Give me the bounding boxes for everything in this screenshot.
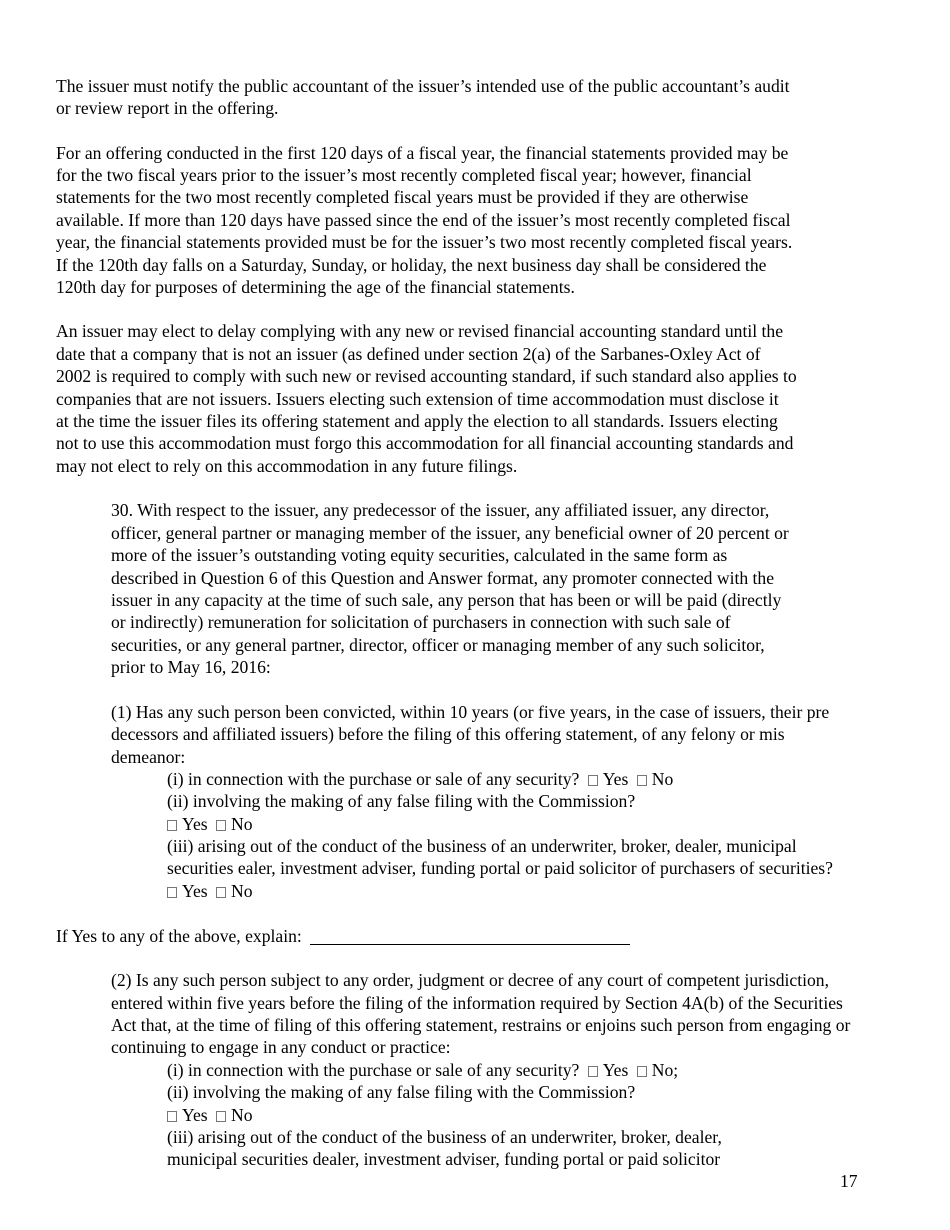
q1-item-i <box>167 768 673 790</box>
text-line: entered within five years before the filing of the information required by Section 4A(b) of the Securities <box>111 993 843 1013</box>
text-line: 2002 is required to comply with such new or revised accounting standard, if such standard also applies to <box>56 366 797 386</box>
no-checkbox[interactable] <box>216 1111 226 1122</box>
text-line: described in Question 6 of this Question and Answer format, any promoter connected with the <box>111 568 775 588</box>
yes-checkbox[interactable] <box>167 1111 177 1122</box>
text-line: not to use this accommodation must forgo this accommodation for all financial accounting standards and <box>56 433 794 453</box>
text-line: available. If more than 120 days have passed since the end of the issuer’s most recently completed fiscal <box>56 210 791 230</box>
text-line: (i) in connection with the purchase or sale of any security? <box>167 1060 580 1080</box>
text-line: securities ealer, investment adviser, funding portal or paid solicitor of purchasers of securities? <box>167 858 833 878</box>
text-line: prior to May 16, 2016: <box>111 657 271 677</box>
no-checkbox[interactable] <box>216 887 226 898</box>
text-line: (iii) arising out of the conduct of the business of an underwriter, broker, dealer, municipal <box>167 836 797 856</box>
yes-checkbox[interactable] <box>167 820 177 831</box>
text-line: decessors and affiliated issuers) before the filing of this offering statement, of any felony or mis <box>111 724 785 744</box>
no-label: No <box>231 1105 253 1125</box>
text-line: 30. With respect to the issuer, any predecessor of the issuer, any affiliated issuer, any director, <box>111 500 770 520</box>
text-line: for the two fiscal years prior to the issuer’s most recently completed fiscal year; however, financial <box>56 165 752 185</box>
yes-checkbox[interactable] <box>588 775 598 786</box>
no-checkbox[interactable] <box>637 775 647 786</box>
no-label: No <box>651 769 674 789</box>
text-line: continuing to engage in any conduct or practice: <box>111 1037 451 1057</box>
text-line: (i) in connection with the purchase or sale of any security? <box>167 769 580 789</box>
text-line: statements for the two most recently completed fiscal years must be provided if they are otherwise <box>56 187 749 207</box>
text-line: Act that, at the time of filing of this offering statement, restrains or enjoins such person from engaging or <box>111 1015 851 1035</box>
no-label: No; <box>651 1060 679 1080</box>
text-line: demeanor: <box>111 747 186 767</box>
text-line: The issuer must notify the public accountant of the issuer’s intended use of the public accountant’s audit <box>56 76 790 96</box>
no-checkbox[interactable] <box>637 1066 647 1077</box>
text-line: For an offering conducted in the first 120 days of a fiscal year, the financial statements provided may be <box>56 143 789 163</box>
yes-label: Yes <box>602 1060 629 1080</box>
yes-checkbox[interactable] <box>588 1066 598 1077</box>
text-line: or indirectly) remuneration for solicitation of purchasers in connection with such sale of <box>111 612 731 632</box>
q2-item-i <box>167 1059 678 1081</box>
text-line: more of the issuer’s outstanding voting equity securities, calculated in the same form as <box>111 545 728 565</box>
no-label: No <box>231 881 253 901</box>
q1-item-iii-options <box>167 880 253 902</box>
yes-label: Yes <box>182 881 208 901</box>
text-line: or review report in the offering. <box>56 98 279 118</box>
explain-input-blank[interactable] <box>310 928 630 945</box>
page-number: 17 <box>840 1171 858 1191</box>
q2-item-ii-options <box>167 1104 253 1126</box>
no-label: No <box>231 814 253 834</box>
text-line: (1) Has any such person been convicted, within 10 years (or five years, in the case of issuers, their pre <box>111 702 830 722</box>
text-line: issuer in any capacity at the time of such sale, any person that has been or will be paid (directly <box>111 590 782 610</box>
text-line: date that a company that is not an issuer (as defined under section 2(a) of the Sarbanes-Oxley Act of <box>56 344 761 364</box>
yes-label: Yes <box>182 1105 208 1125</box>
text-line: (ii) involving the making of any false filing with the Commission? <box>167 1082 636 1102</box>
explain-label: If Yes to any of the above, explain: <box>56 926 302 946</box>
text-line: If the 120th day falls on a Saturday, Sunday, or holiday, the next business day shall be considered the <box>56 255 767 275</box>
yes-label: Yes <box>182 814 208 834</box>
text-line: year, the financial statements provided must be for the issuer’s two most recently completed fiscal years. <box>56 232 793 252</box>
text-line: 120th day for purposes of determining the age of the financial statements. <box>56 277 575 297</box>
text-line: (ii) involving the making of any false filing with the Commission? <box>167 791 636 811</box>
text-line: companies that are not issuers. Issuers electing such extension of time accommodation must disclose it <box>56 389 779 409</box>
text-line: at the time the issuer files its offering statement and apply the election to all standards. Issuers electing <box>56 411 778 431</box>
text-line: municipal securities dealer, investment adviser, funding portal or paid solicitor <box>167 1149 721 1169</box>
explain-row <box>56 925 630 947</box>
text-line: may not elect to rely on this accommodation in any future filings. <box>56 456 518 476</box>
text-line: (iii) arising out of the conduct of the business of an underwriter, broker, dealer, <box>167 1127 722 1147</box>
yes-checkbox[interactable] <box>167 887 177 898</box>
text-line: (2) Is any such person subject to any order, judgment or decree of any court of competent jurisdiction, <box>111 970 829 990</box>
text-line: officer, general partner or managing member of the issuer, any beneficial owner of 20 percent or <box>111 523 789 543</box>
q1-item-ii-options <box>167 813 253 835</box>
text-line: securities, or any general partner, director, officer or managing member of any such solicitor, <box>111 635 765 655</box>
text-line: An issuer may elect to delay complying with any new or revised financial accounting standard until the <box>56 321 783 341</box>
no-checkbox[interactable] <box>216 820 226 831</box>
yes-label: Yes <box>602 769 629 789</box>
